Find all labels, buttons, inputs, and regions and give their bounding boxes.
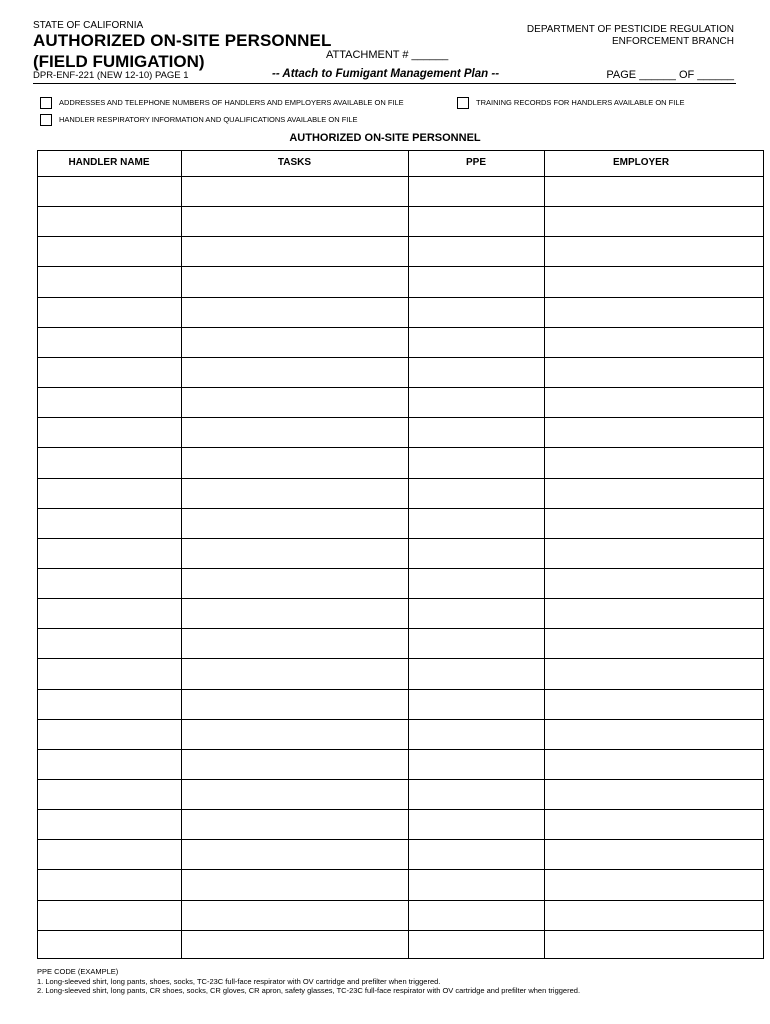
column-divider (408, 150, 409, 959)
department-block (527, 24, 734, 48)
table-row-rule (37, 266, 764, 267)
table-row-rule (37, 297, 764, 298)
branch-name: ENFORCEMENT BRANCH (611, 36, 734, 47)
addresses-checkbox-label: ADDRESSES AND TELEPHONE NUMBERS OF HANDLERS AND EMPLOYERS AVAILABLE ON FILE (59, 98, 404, 107)
table-row-rule (37, 598, 764, 599)
personnel-table (37, 150, 764, 959)
table-row-rule (37, 447, 764, 448)
table-row-rule (37, 417, 764, 418)
table-row-rule (37, 568, 764, 569)
ppe-code-line: 2. Long-sleeved shirt, long pants, CR shoes, socks, CR gloves, CR apron, safety glasses, TC-23C full-face respirator with OV cartridge and prefilter when triggered. (37, 986, 581, 995)
table-row-rule (37, 658, 764, 659)
table-row-rule (37, 900, 764, 901)
table-row-rule (37, 628, 764, 629)
respiratory-checkbox[interactable] (40, 114, 52, 126)
form-number: DPR-ENF-221 (NEW 12-10) PAGE 1 (33, 70, 189, 81)
table-row-rule (37, 236, 764, 237)
table-row-rule (37, 478, 764, 479)
table-row-rule (37, 508, 764, 509)
respiratory-checkbox-label: HANDLER RESPIRATORY INFORMATION AND QUALIFICATIONS AVAILABLE ON FILE (59, 115, 358, 124)
column-header-ppe: PPE (465, 157, 486, 168)
addresses-checkbox[interactable] (40, 97, 52, 109)
department-name: DEPARTMENT OF PESTICIDE REGULATION (526, 24, 734, 35)
table-header-rule (37, 176, 764, 177)
training-checkbox-label: TRAINING RECORDS FOR HANDLERS AVAILABLE ON FILE (476, 98, 685, 107)
table-row-rule (37, 779, 764, 780)
column-divider (181, 150, 182, 959)
table-row-rule (37, 206, 764, 207)
table-row-rule (37, 689, 764, 690)
form-title: AUTHORIZED ON-SITE PERSONNEL (33, 31, 332, 50)
table-row-rule (37, 327, 764, 328)
training-checkbox[interactable] (457, 97, 469, 109)
table-row-rule (37, 839, 764, 840)
column-header-tasks: TASKS (277, 157, 312, 168)
page-of-field[interactable]: PAGE ______ OF ______ (606, 69, 734, 81)
column-header-employer: EMPLOYER (612, 157, 670, 168)
table-row-rule (37, 357, 764, 358)
attach-note: -- Attach to Fumigant Management Plan -- (272, 68, 500, 80)
column-header-handler-name: HANDLER NAME (68, 157, 150, 168)
table-title: AUTHORIZED ON-SITE PERSONNEL (289, 132, 481, 144)
ppe-code-heading: PPE CODE (EXAMPLE) (37, 967, 119, 976)
table-row-rule (37, 809, 764, 810)
table-row-rule (37, 869, 764, 870)
table-row-rule (37, 719, 764, 720)
table-row-rule (37, 538, 764, 539)
table-row-rule (37, 387, 764, 388)
state-label: STATE OF CALIFORNIA (33, 20, 144, 31)
header-rule (33, 83, 736, 84)
table-row-rule (37, 749, 764, 750)
ppe-code-line: 1. Long-sleeved shirt, long pants, shoes, socks, TC-23C full-face respirator with OV cartridge and prefilter when triggered. (37, 976, 441, 986)
ppe-code-legend (37, 967, 580, 996)
attachment-number-field[interactable]: ATTACHMENT # ______ (326, 49, 449, 61)
table-row-rule (37, 930, 764, 931)
column-divider (544, 150, 545, 959)
form-subtitle: (FIELD FUMIGATION) (33, 52, 205, 71)
